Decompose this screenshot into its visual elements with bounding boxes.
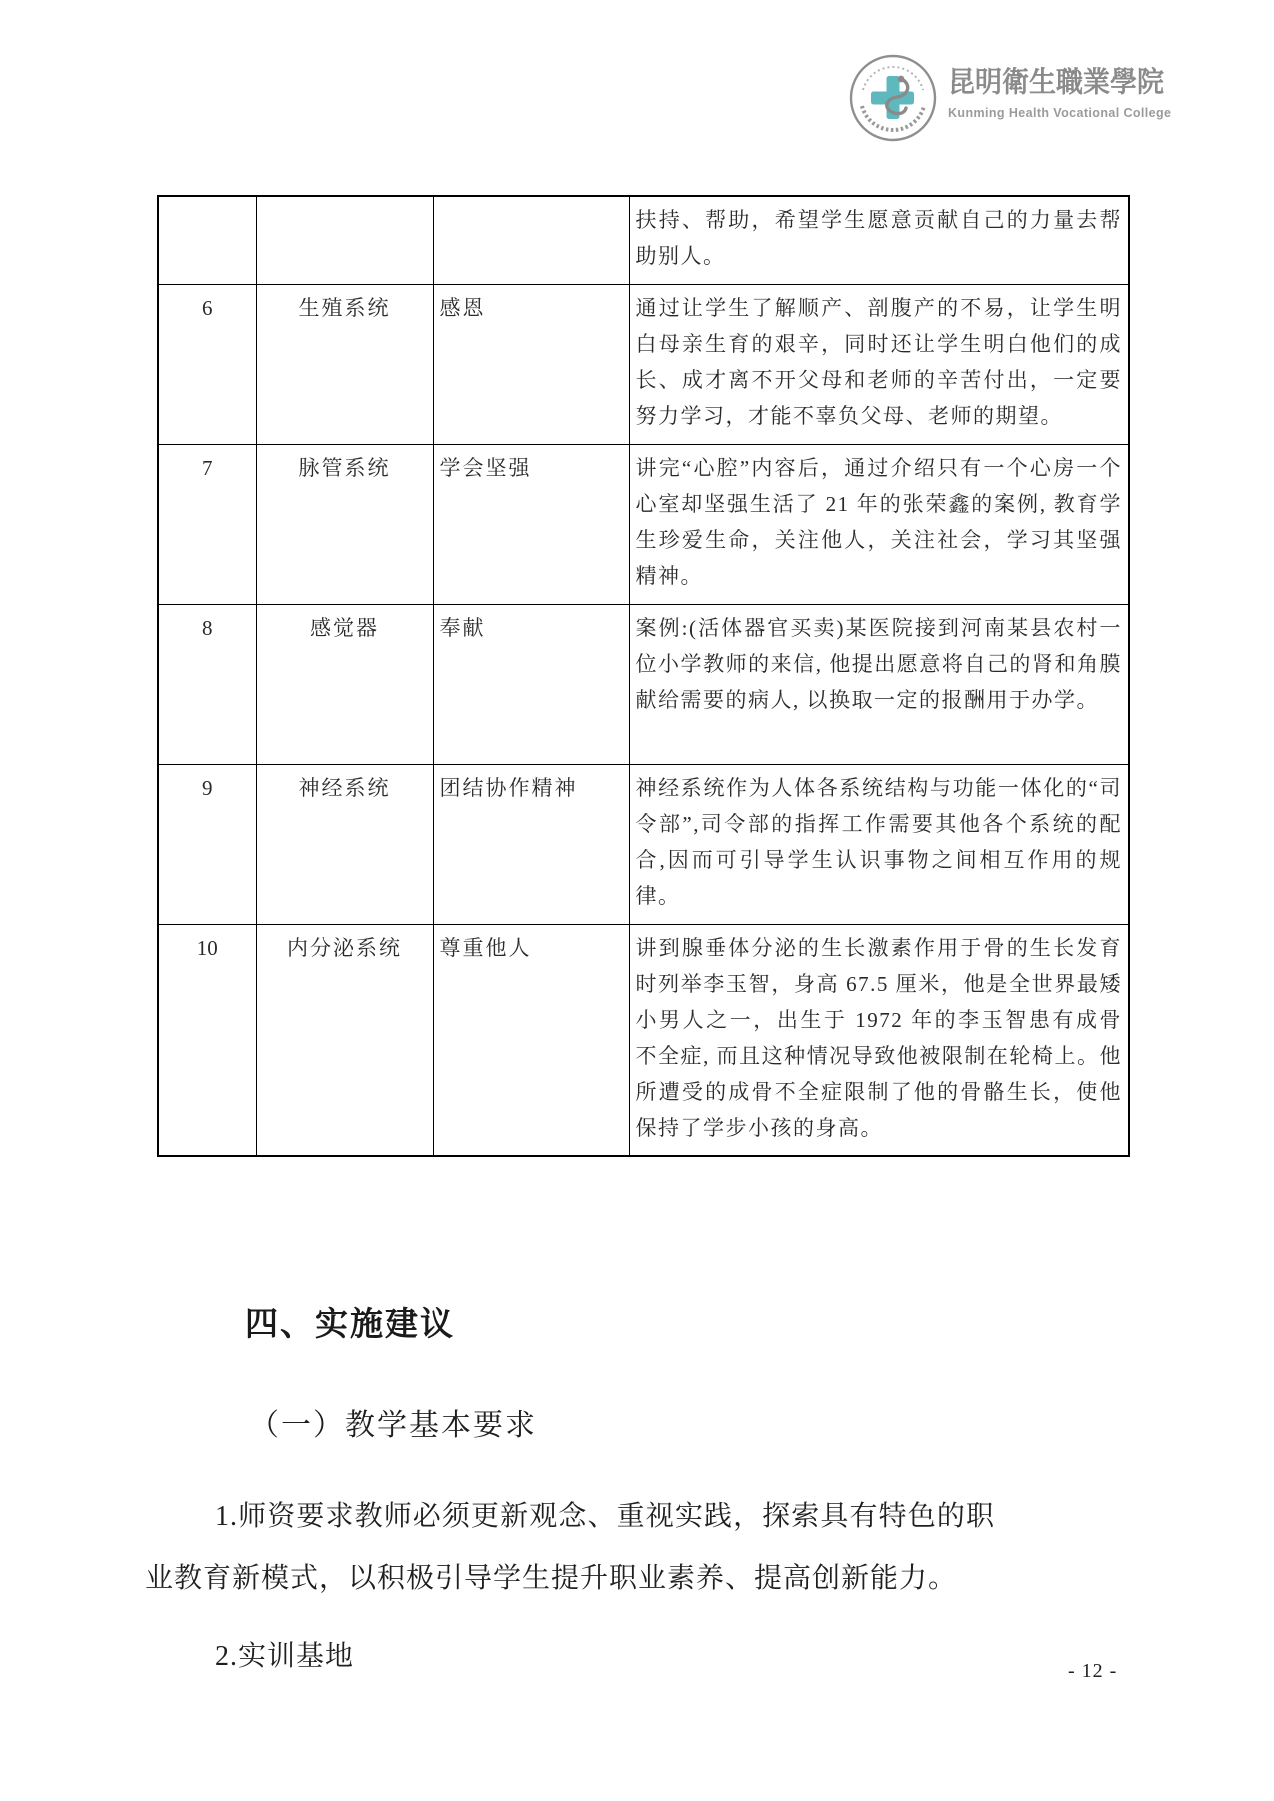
paragraph-teacher-requirements: 1.师资要求教师必须更新观念、重视实践，探索具有特色的职业教育新模式，以积极引导学生提升职业素养、提高创新能力。	[145, 1501, 995, 1594]
table-cell-theme: 团结协作精神	[433, 764, 629, 924]
table-cell-description: 通过让学生了解顺产、剖腹产的不易，让学生明白母亲生育的艰辛，同时还让学生明白他们的成长、成才离不开父母和老师的辛苦付出，一定要努力学习，才能不辜负父母、老师的期望。	[629, 284, 1129, 444]
table-cell-number	[158, 196, 256, 284]
section-heading-implementation: 四、实施建议	[245, 1305, 455, 1342]
table-row	[158, 604, 1129, 764]
moral-education-table	[157, 195, 1130, 1157]
college-name-en: Kunming Health Vocational College	[948, 106, 1172, 120]
table-cell-description: 扶持、帮助，希望学生愿意贡献自己的力量去帮助别人。	[629, 196, 1129, 284]
table-cell-theme	[433, 196, 629, 284]
table-row	[158, 444, 1129, 604]
table-row	[158, 196, 1129, 284]
table-cell-number: 6	[158, 284, 256, 444]
table-cell-system: 生殖系统	[256, 284, 433, 444]
college-name-zh: 昆明衛生職業學院	[948, 66, 1164, 98]
table-cell-theme: 学会坚强	[433, 444, 629, 604]
paragraph-training-base: 2.实训基地	[215, 1641, 355, 1672]
table-cell-description: 讲完“心腔”内容后，通过介绍只有一个心房一个心室却坚强生活了 21 年的张荣鑫的案例, 教育学生珍爱生命，关注他人，关注社会，学习其坚强精神。	[629, 444, 1129, 604]
table-cell-description: 讲到腺垂体分泌的生长激素作用于骨的生长发育时列举李玉智，身高 67.5 厘米，他是全世界最矮小男人之一，出生于 1972 年的李玉智患有成骨不全症, 而且这种情况导致他被限制在轮椅上。他所遭受的成骨不全症限制了他的骨骼生长，使他保持了学步小孩的身高。	[629, 924, 1129, 1156]
college-seal-icon	[849, 54, 937, 142]
table-cell-system: 内分泌系统	[256, 924, 433, 1156]
table-cell-system	[256, 196, 433, 284]
table-cell-description: 案例:(活体器官买卖)某医院接到河南某县农村一位小学教师的来信, 他提出愿意将自己的肾和角膜献给需要的病人, 以换取一定的报酬用于办学。	[629, 604, 1129, 764]
table-row	[158, 924, 1129, 1156]
subsection-heading-teaching-requirements: （一）教学基本要求	[249, 1409, 537, 1442]
table-cell-number: 10	[158, 924, 256, 1156]
table-cell-system: 神经系统	[256, 764, 433, 924]
table-row	[158, 284, 1129, 444]
page-number: - 12 -	[1068, 1660, 1118, 1682]
table-cell-theme: 尊重他人	[433, 924, 629, 1156]
table-cell-number: 7	[158, 444, 256, 604]
college-brand	[948, 60, 1248, 120]
table-row	[158, 764, 1129, 924]
table-cell-description: 神经系统作为人体各系统结构与功能一体化的“司令部”,司令部的指挥工作需要其他各个系统的配合,因而可引导学生认识事物之间相互作用的规律。	[629, 764, 1129, 924]
college-header	[0, 0, 1274, 160]
table-cell-system: 脉管系统	[256, 444, 433, 604]
table-cell-theme: 感恩	[433, 284, 629, 444]
table-cell-theme: 奉献	[433, 604, 629, 764]
table-cell-number: 8	[158, 604, 256, 764]
table-cell-system: 感觉器	[256, 604, 433, 764]
table-cell-number: 9	[158, 764, 256, 924]
